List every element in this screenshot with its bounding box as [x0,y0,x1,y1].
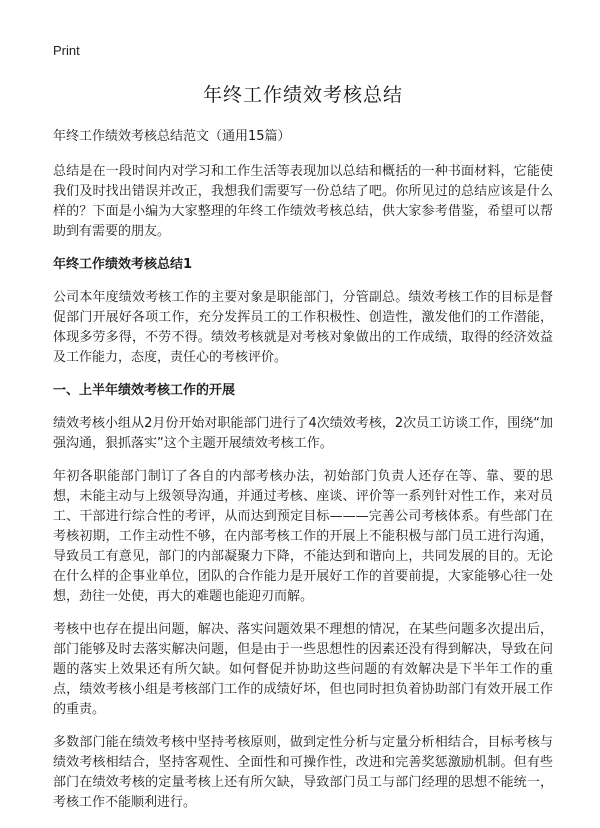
subsection-paragraph-2: 年初各职能部门制订了各自的内部考核办法，初始部门负责人还存在等、靠、要的思想，未能主动与上级领导沟通，并通过考核、座谈、评价等一系列针对性工作，来对员工、干部进行综合性的考评，从而达到预定目标———完善公司考核体系。有些部门在考核初期，工作主动性不够，在内部考核工作的开展上不能积极与部门员工进行沟通，导致员工有意见，部门的内部凝聚力下降，不能达到和谐向上，共同发展的目的。无论在什么样的企事业单位，团队的合作能力是开展好工作的首要前提，大家能够心往一处想，劲往一处使，再大的难题也能迎刃而解。 [53,469,553,604]
subsection-paragraph-3: 考核中也存在提出问题，解决、落实问题效果不理想的情况，在某些问题多次提出后，部门能够及时去落实解决问题，但是由于一些思想性的因素还没有得到解决，导致在问题的落实上效果还有所欠缺。如何督促并协助这些问题的有效解决是下半年工作的重点，绩效考核小组是考核部门工作的成绩好坏，但也同时担负着协助部门有效开展工作的重责。 [53,622,553,717]
intro-paragraph: 总结是在一段时间内对学习和工作生活等表现加以总结和概括的一种书面材料，它能使我们及时找出错误并改正，我想我们需要写一份总结了吧。你所见过的总结应该是什么样的？下面是小编为大家整理的年终工作绩效考核总结，供大家参考借鉴，希望可以帮助到有需要的朋友。 [53,164,553,239]
document-page [53,40,553,826]
section-1-paragraph-1: 公司本年度绩效考核工作的主要对象是职能部门，分管副总。绩效考核工作的目标是督促部门开展好各项工作，充分发挥员工的工作积极性、创造性，激发他们的工作潜能，体现多劳多得，不劳不得。绩效考核就是对考核对象做出的工作成绩，取得的经济效益及工作能力，态度，责任心的考核评价。 [53,290,553,365]
subsection-heading-first-half: 一、上半年绩效考核工作的开展 [53,383,236,398]
section-heading-1: 年终工作绩效考核总结1 [53,257,193,272]
subsection-paragraph-4: 多数部门能在绩效考核中坚持考核原则，做到定性分析与定量分析相结合，目标考核与绩效考核相结合，坚持客观性、全面性和可操作性，改进和完善奖惩激励机制。但有些部门在绩效考核的定量考核上还有所欠缺，导致部门员工与部门经理的思想不能统一，考核工作不能顺利进行。 [53,735,553,810]
print-link[interactable]: Print [53,43,80,58]
document-title: 年终工作绩效考核总结 [202,84,403,106]
subsection-paragraph-1: 绩效考核小组从2月份开始对职能部门进行了4次绩效考核，2次员工访谈工作，围绕“加强沟通，狠抓落实”这个主题开展绩效考核工作。 [53,416,553,451]
document-subtitle: 年终工作绩效考核总结范文（通用15篇） [53,129,291,144]
